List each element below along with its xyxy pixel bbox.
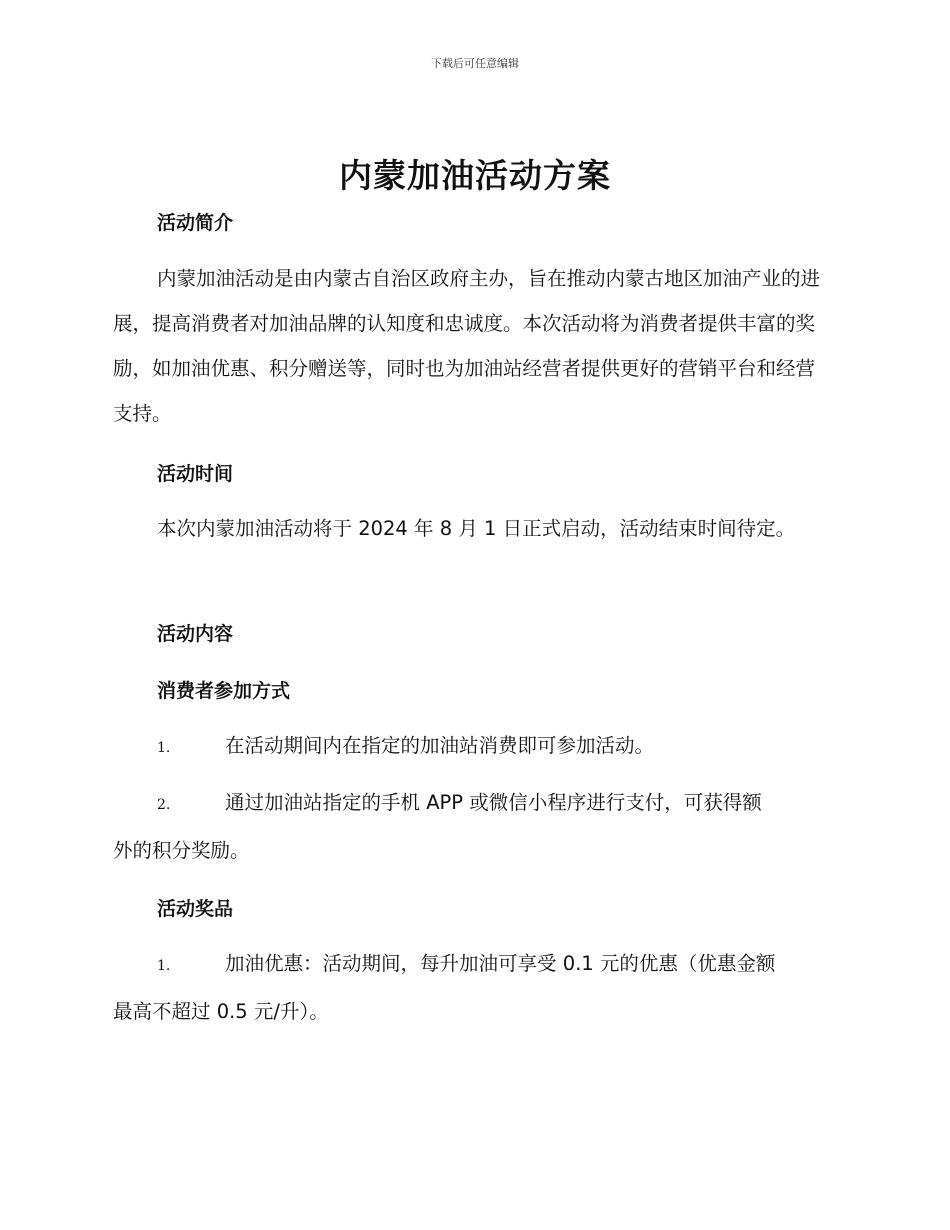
section-body-time: 本次内蒙加油活动将于 2024 年 8 月 1 日正式启动，活动结束时间待定。 bbox=[157, 517, 796, 540]
section-heading-content: 活动内容 bbox=[157, 623, 234, 645]
list-item-number: 1. bbox=[157, 740, 171, 756]
list-item bbox=[113, 941, 833, 1034]
section-heading-intro: 活动简介 bbox=[157, 212, 234, 234]
section-body-intro: 内蒙加油活动是由内蒙古自治区政府主办，旨在推动内蒙古地区加油产业的进展，提高消费者对加油品牌的认知度和忠诚度。本次活动将为消费者提供丰富的奖励，如加油优惠、积分赠送等，同时也为加油站经营者提供更好的营销平台和经营支持。 bbox=[113, 267, 821, 425]
section-heading-time: 活动时间 bbox=[157, 463, 234, 485]
section-heading-participation: 消费者参加方式 bbox=[157, 680, 291, 702]
list-item-text: 加油优惠：活动期间，每升加油可享受 0.1 元的优惠（优惠金额 bbox=[225, 952, 776, 975]
list-item-text-continued: 最高不超过 0.5 元/升）。 bbox=[113, 1000, 329, 1023]
list-item-number: 1. bbox=[157, 958, 171, 974]
list-item bbox=[113, 780, 833, 873]
list-item-text-continued: 外的积分奖励。 bbox=[113, 839, 250, 862]
list-item bbox=[113, 723, 833, 771]
document-title: 内蒙加油活动方案 bbox=[339, 156, 611, 195]
list-item-number: 2. bbox=[157, 797, 171, 813]
section-heading-prizes: 活动奖品 bbox=[157, 898, 234, 920]
page-header-note: 下载后可任意编辑 bbox=[431, 57, 519, 70]
list-item-text: 通过加油站指定的手机 APP 或微信小程序进行支付，可获得额 bbox=[225, 791, 762, 814]
list-item-text: 在活动期间内在指定的加油站消费即可参加活动。 bbox=[225, 734, 655, 757]
